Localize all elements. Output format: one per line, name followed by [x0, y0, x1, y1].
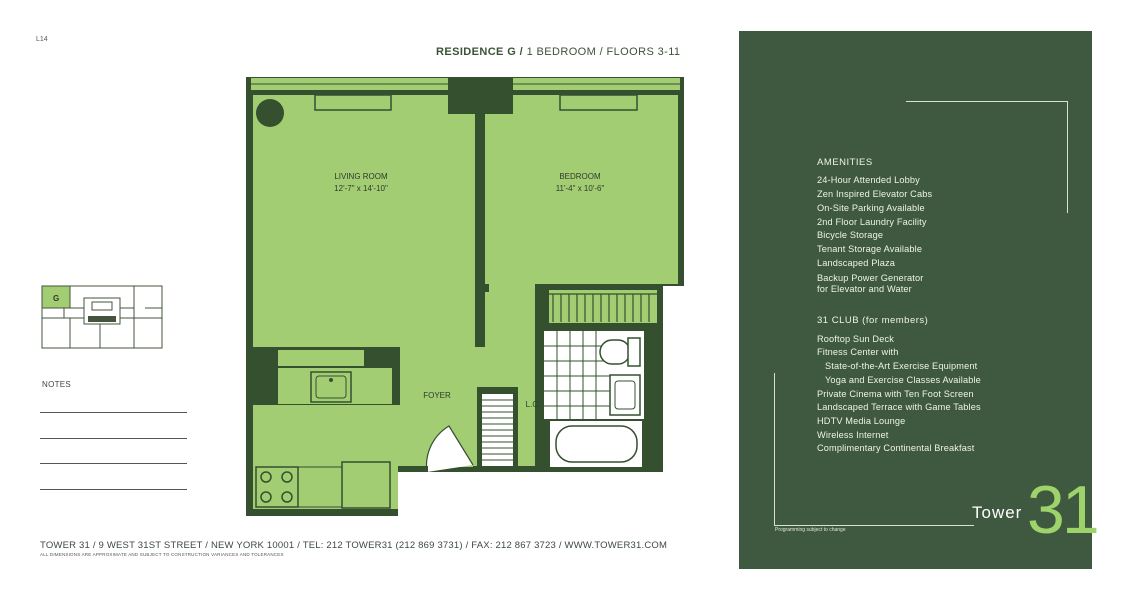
living-room-floor	[253, 95, 475, 347]
club-item: Yoga and Exercise Classes Available	[825, 375, 981, 385]
note-line[interactable]	[40, 438, 187, 439]
notes-label: NOTES	[42, 380, 72, 389]
amenity-item: On-Site Parking Available	[817, 203, 925, 213]
amenity-item: Bicycle Storage	[817, 230, 884, 240]
toilet	[600, 340, 630, 364]
club-heading: 31 CLUB (for members)	[817, 315, 929, 326]
hall-floor	[485, 284, 543, 404]
programming-disclaimer: Programming subject to change	[775, 527, 846, 533]
club-item: Rooftop Sun Deck	[817, 334, 894, 344]
brand-wordmark: Tower	[972, 503, 1023, 522]
club-item: HDTV Media Lounge	[817, 416, 906, 426]
kitchen-counter	[278, 350, 364, 366]
round-column	[256, 99, 284, 127]
frame-line	[1067, 101, 1068, 213]
residence-detail: 1 BEDROOM / FLOORS 3-11	[523, 46, 681, 58]
note-line[interactable]	[40, 412, 187, 413]
page-code: L14	[36, 36, 48, 43]
frame-line	[906, 101, 1068, 102]
kitchen-floor	[253, 405, 398, 509]
amenity-item: Zen Inspired Elevator Cabs	[817, 189, 933, 199]
linen-closet-label: L.C.	[525, 400, 541, 409]
amenity-item: 2nd Floor Laundry Facility	[817, 217, 927, 227]
club-item: Private Cinema with Ten Foot Screen	[817, 389, 974, 399]
club-item: Wireless Internet	[817, 430, 889, 440]
frame-line	[774, 373, 775, 526]
living-room-dimensions: 12'-7" x 14'-10"	[334, 184, 388, 193]
residence-name: RESIDENCE G /	[436, 46, 524, 58]
footer-disclaimer: ALL DIMENSIONS ARE APPROXIMATE AND SUBJECT TO CONSTRUCTION VARIANCES AND TOLERANCES	[40, 552, 284, 557]
foyer-label: FOYER	[423, 391, 451, 400]
club-item: State-of-the-Art Exercise Equipment	[825, 361, 978, 371]
note-line[interactable]	[40, 489, 187, 490]
structural-column	[448, 78, 513, 114]
club-item: Landscaped Terrace with Game Tables	[817, 402, 981, 412]
brand-number: 31	[1027, 472, 1097, 548]
residence-title	[436, 46, 680, 58]
amenity-item: 24-Hour Attended Lobby	[817, 175, 920, 185]
frame-line	[774, 525, 974, 526]
living-room-label: LIVING ROOM	[334, 172, 388, 181]
note-line[interactable]	[40, 463, 187, 464]
amenity-item: Landscaped Plaza	[817, 258, 895, 268]
amenities-panel	[739, 31, 1097, 569]
club-item: Fitness Center with	[817, 347, 899, 357]
key-plan	[40, 284, 164, 350]
amenities-heading: AMENITIES	[817, 157, 873, 168]
amenity-item: for Elevator and Water	[817, 284, 912, 294]
bedroom-label: BEDROOM	[559, 172, 601, 181]
footer-address: TOWER 31 / 9 WEST 31ST STREET / NEW YORK 10001 / TEL: 212 TOWER31 (212 869 3731) / FAX: 212 867 3723 / WWW.TOWER31.COM	[40, 540, 668, 551]
partition-wall	[476, 114, 484, 322]
bedroom-dimensions: 11'-4" x 10'-6"	[555, 184, 605, 193]
kitchen-counter-lower	[278, 368, 392, 404]
amenity-item: Backup Power Generator	[817, 273, 924, 283]
amenity-item: Tenant Storage Available	[817, 244, 923, 254]
floor-plan	[240, 72, 690, 522]
key-plan-unit-label: G	[53, 294, 60, 303]
club-item: Complimentary Continental Breakfast	[817, 443, 975, 453]
